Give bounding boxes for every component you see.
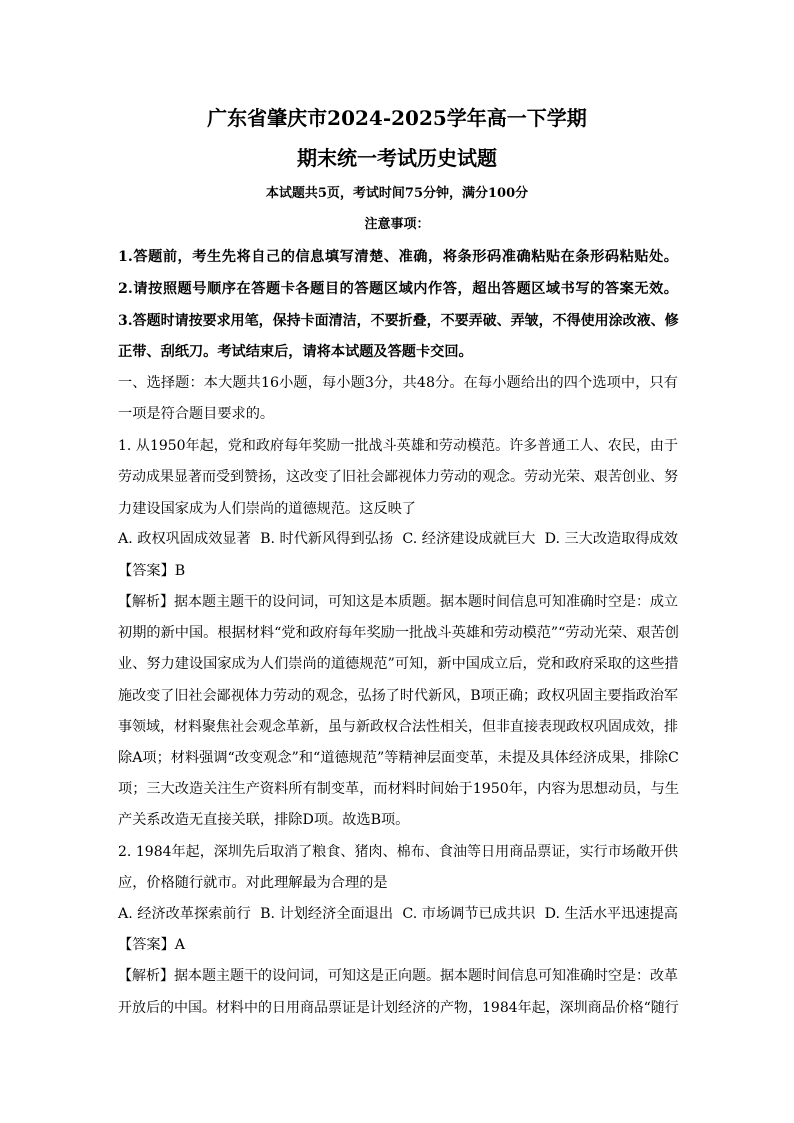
question-2-options: [118, 904, 678, 924]
question-1-answer: 【答案】B: [118, 563, 186, 579]
notice-heading: 注意事项：: [364, 217, 430, 232]
option-b: B. 时代新风得到弘扬: [260, 531, 394, 547]
option-c: C. 经济建设成就巨大: [402, 531, 536, 547]
exam-info: 本试题共5页，考试时间75分钟，满分100分: [265, 186, 529, 201]
option-c: C. 市场调节已成共识: [402, 906, 536, 922]
exam-title-line1: 广东省肇庆市2024-2025学年高一下学期: [207, 106, 587, 130]
question-1-stem: 1. 从1950年起，党和政府每年奖励一批战斗英雄和劳动模范。许多普通工人、农民，由于: [118, 438, 678, 454]
question-2-stem: 应，价格随行就市。对此理解最为合理的是: [118, 875, 388, 891]
question-1-analysis: 施改变了旧社会鄙视体力劳动的观念，弘扬了时代新风，B项正确；政权巩固主要指政治军: [118, 688, 678, 704]
notice-item: 1.答题前，考生先将自己的信息填写清楚、准确，将条形码准确粘贴在条形码粘贴处。: [118, 249, 678, 265]
question-2-answer: 【答案】A: [118, 937, 185, 953]
notice-item: 3.答题时请按要求用笔，保持卡面清洁，不要折叠，不要弄破、弄皱，不得使用涂改液、修: [118, 313, 679, 329]
question-2-analysis: 【解析】据本题主题干的设问词，可知这是正向题。据本题时间信息可知准确时空是：改革: [118, 968, 678, 984]
question-1-analysis: 初期的新中国。根据材料“党和政府每年奖励一批战斗英雄和劳动模范”“劳动光荣、艰苦创: [118, 625, 679, 641]
notice-item: 正带、刮纸刀。考试结束后，请将本试题及答题卡交回。: [118, 344, 473, 360]
question-2-analysis: 开放后的中国。材料中的日用商品票证是计划经济的产物，1984年起，深圳商品价格“随行: [118, 1000, 679, 1016]
question-1-stem: 力建设国家成为人们崇尚的道德规范。这反映了: [118, 501, 416, 517]
question-1-analysis: 事领域，材料聚焦社会观念革新，虽与新政权合法性相关，但非直接表现政权巩固成效，排: [118, 719, 678, 735]
question-1-stem: 劳动成果显著而受到赞扬，这改变了旧社会鄙视体力劳动的观念。劳动光荣、艰苦创业、努: [118, 469, 678, 485]
exam-title-line2: 期末统一考试历史试题: [297, 146, 497, 170]
option-a: A. 政权巩固成效显著: [118, 531, 251, 547]
option-d: D. 生活水平迅速提高: [544, 906, 678, 922]
question-1-analysis: 除A项；材料强调“改变观念”和“道德规范”等精神层面变革，未提及具体经济成果，排除C: [118, 750, 679, 766]
section-heading: 一、选择题：本大题共16小题，每小题3分，共48分。在每小题给出的四个选项中，只有: [118, 375, 678, 391]
question-1-analysis: 产关系改造无直接关联，排除D项。故选B项。: [118, 812, 410, 828]
question-1-options: [118, 529, 678, 549]
question-2-stem: 2. 1984年起，深圳先后取消了粮食、猪肉、棉布、食油等日用商品票证，实行市场敞开供: [118, 844, 678, 860]
option-a: A. 经济改革探索前行: [118, 906, 251, 922]
question-1-analysis: 业、努力建设国家成为人们崇尚的道德规范”可知，新中国成立后，党和政府采取的这些措: [118, 656, 679, 672]
question-1-analysis: 项；三大改造关注生产资料所有制变革，而材料时间始于1950年，内容为思想动员，与生: [118, 781, 680, 797]
option-b: B. 计划经济全面退出: [260, 906, 394, 922]
option-d: D. 三大改造取得成效: [544, 531, 678, 547]
notice-item: 2.请按照题号顺序在答题卡各题目的答题区域内作答，超出答题区域书写的答案无效。: [118, 281, 678, 297]
section-heading: 一项是符合题目要求的。: [118, 406, 275, 422]
question-1-analysis: 【解析】据本题主题干的设问词，可知这是本质题。据本题时间信息可知准确时空是：成立: [118, 594, 678, 610]
